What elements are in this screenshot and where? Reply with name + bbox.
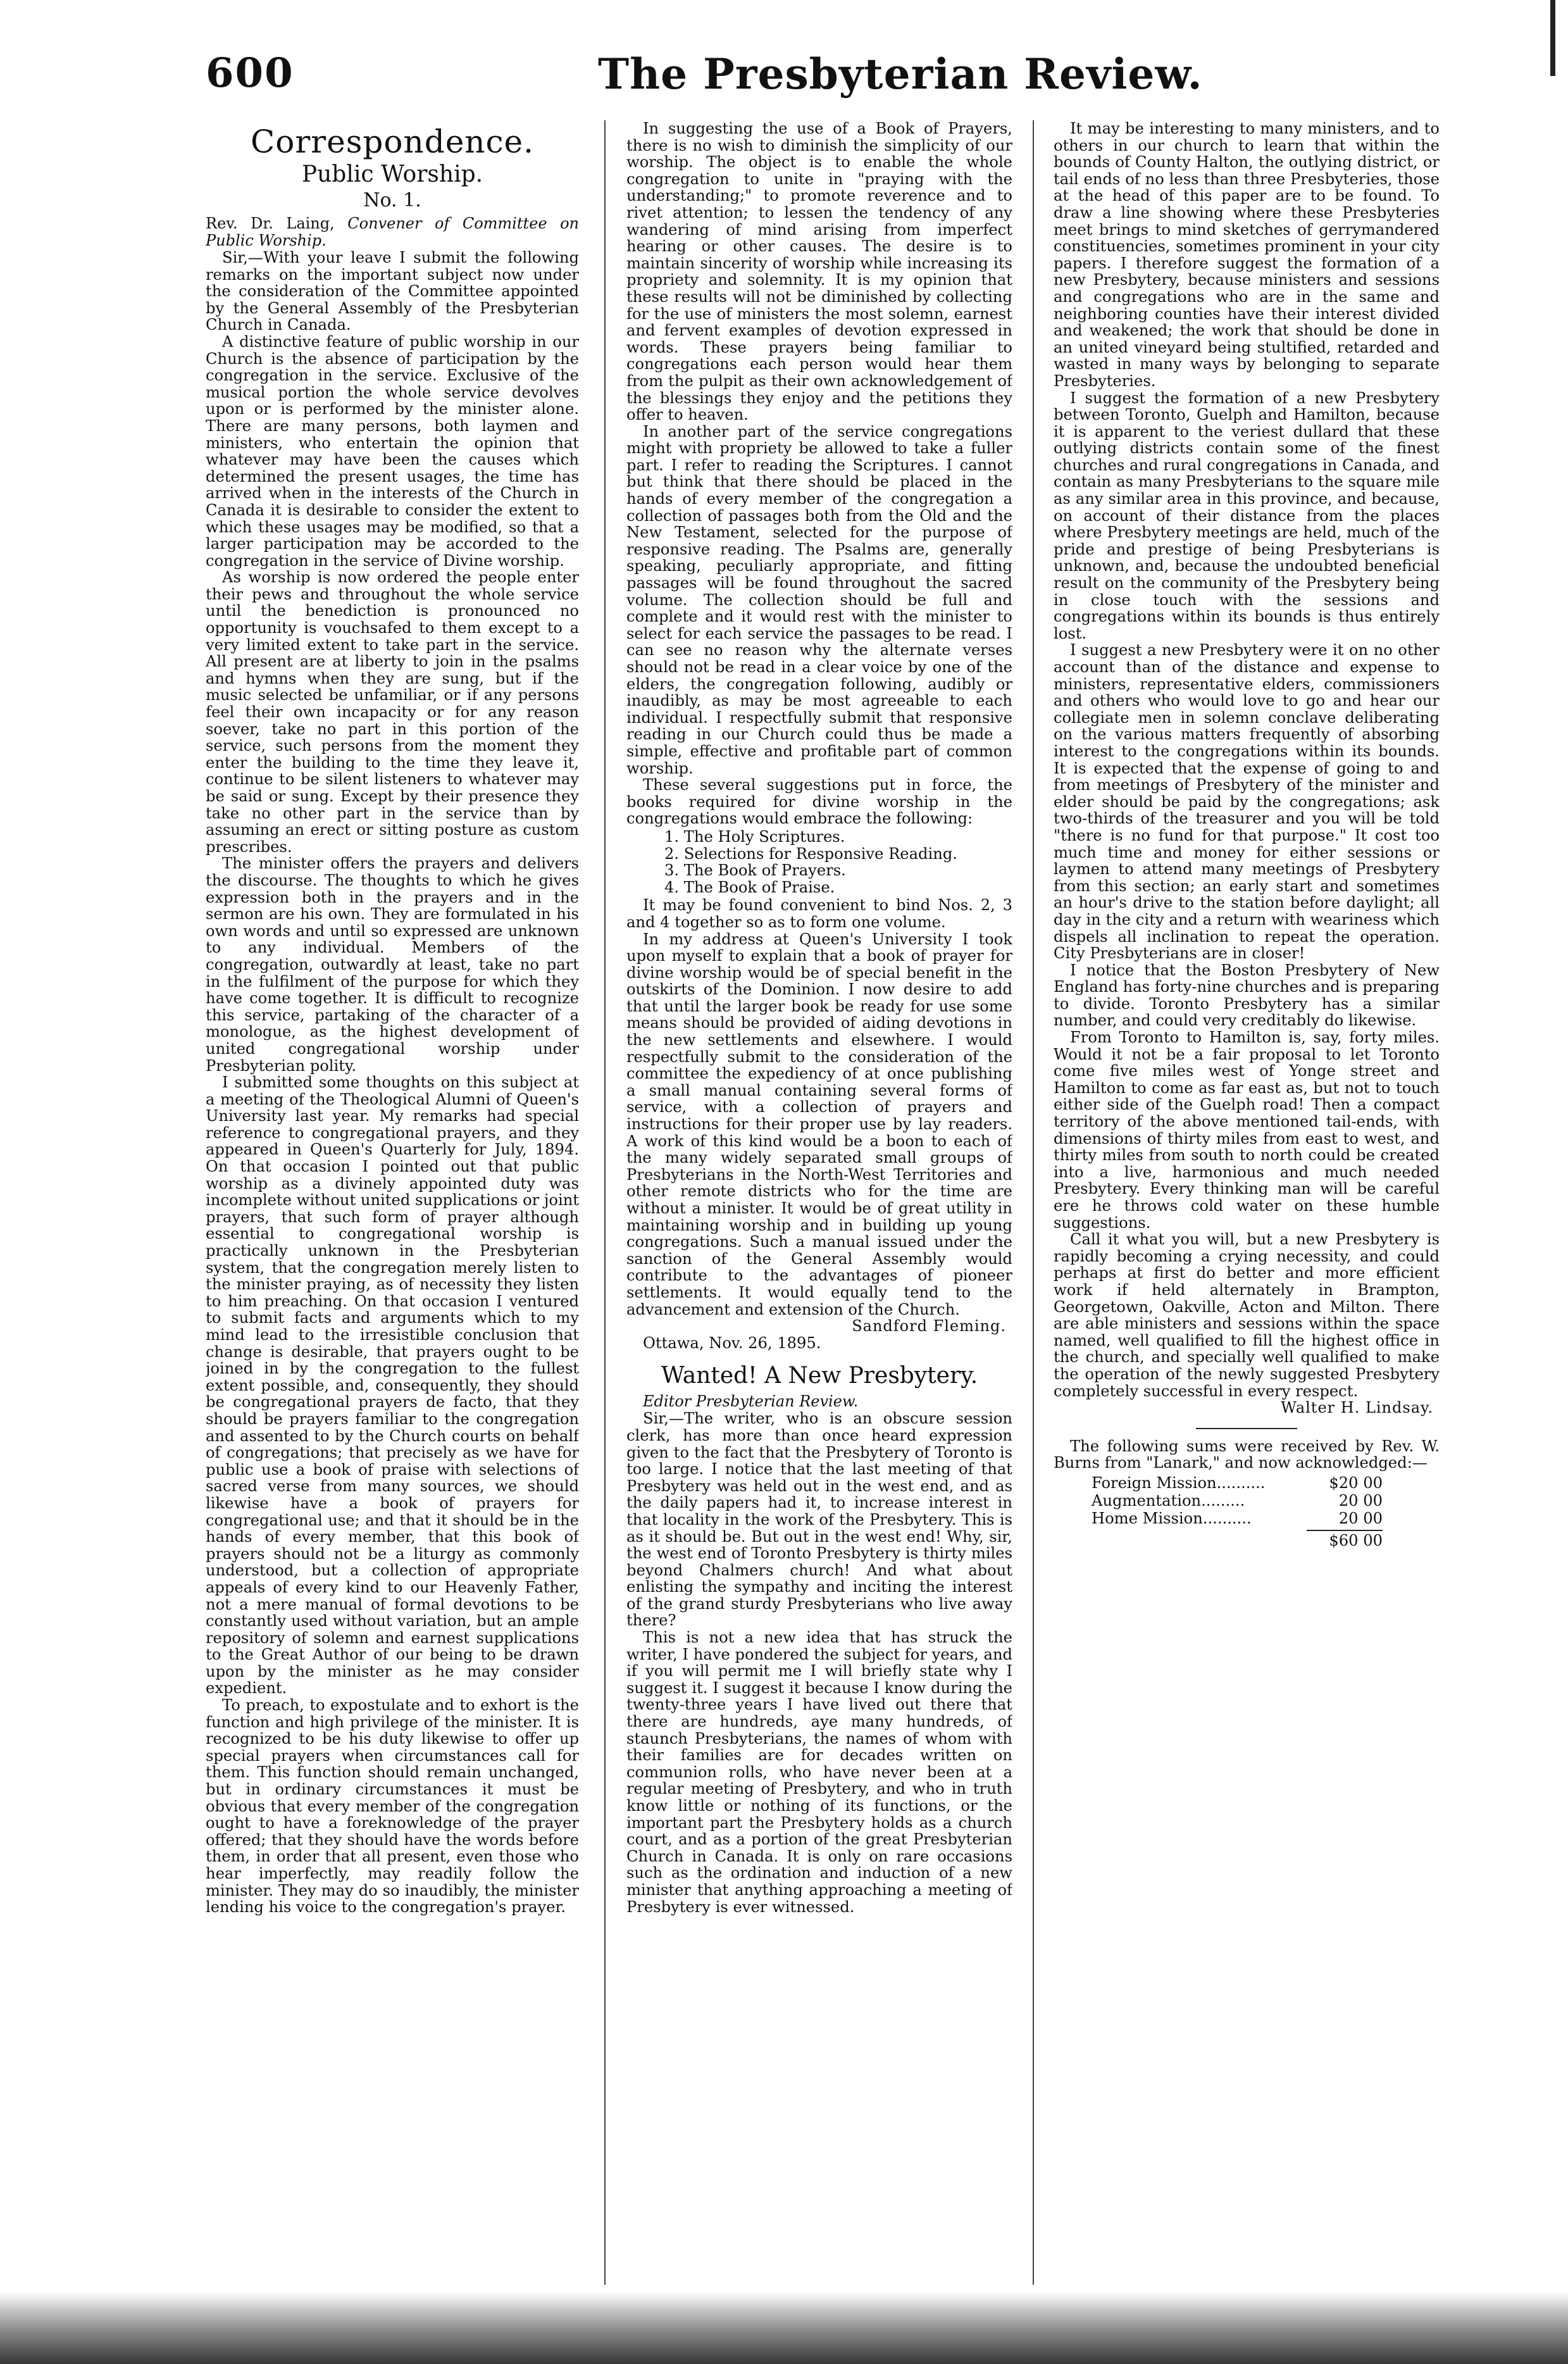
receipt-total: $60 00 <box>1307 1530 1383 1550</box>
paragraph: This is not a new idea that has struck the writer, I have pondered the subject for years, and if you will permit me I will briefly state why I suggest it. I suggest it because I know during the twenty-three years I have lived out there that there are hundreds, aye many hundreds, of staunch Presbyterians, the names of whom with their families are for decades written on communion rolls, who have never been at a regular meeting of Presbytery, and who in truth know little or nothing of its functions, or the important part the Presbytery holds as a church court, and as a portion of the great Presbyterian Church in Canada. It is only on rare occasions such as the ordination and induction of a new minister that anything approaching a meeting of Presbytery is ever witnessed. <box>626 1629 1012 1916</box>
signature: Sandford Fleming. <box>852 1317 1006 1335</box>
paragraph: From Toronto to Hamilton is, say, forty miles. Would it not be a fair proposal to let Toronto come five miles west of Yonge street and Hamilton to come as far east as, but not to touch either side of the Guelph road! Then a compact territory of the above mentioned tail-ends, with dimensions of thirty miles from east to west, and thirty miles from south to north could be created into a live, harmonious and much needed Presbytery. Every thinking man will be careful ere he throws cold water on these humble suggestions. <box>1054 1029 1440 1232</box>
paragraph: In suggesting the use of a Book of Prayers, there is no wish to diminish the simplicity of our worship. The object is to enable the whole congregation to unite in "praying with the understanding;" to promote reverence and to rivet attention; to lessen the tendency of any wandering of mind arising from imperfect hearing or other causes. The desire is to maintain sincerity of worship while increasing its propriety and solemnity. It is my opinion that these results will not be diminished by collecting for the use of ministers the most solemn, earnest and fervent examples of devotion expressed in words. These prayers being familiar to congregations each person would hear them from the pulpit as their own acknowledgement of the blessings they enjoy and the petitions they offer to heaven. <box>626 120 1012 424</box>
column-3 <box>1054 120 1440 2285</box>
column-1 <box>206 120 579 2285</box>
address-line <box>206 215 579 249</box>
receipt-label: Foreign Mission.......... <box>1092 1473 1266 1492</box>
paragraph: Sir,—With your leave I submit the following remarks on the important subject now under the consideration of the Committee appointed by the General Assembly of the Presbyterian Church in Canada. <box>206 249 579 334</box>
column-rule-right <box>1033 120 1034 2285</box>
paragraph: A distinctive feature of public worship in our Church is the absence of participation by the congregation in the service. Exclusive of the musical portion the whole service devolves upon or is performed by the minister alone. There are many persons, both laymen and ministers, who entertain the opinion that whatever may have been the causes which determined the present usages, the time has arrived when in the interests of the Church in Canada it is desirable to consider the extent to which these usages may be modified, so that a larger participation may be accorded to the congregation in the service of Divine worship. <box>206 332 579 570</box>
journal-title: The Presbyterian Review. <box>598 49 1203 99</box>
article-title: Public Worship. <box>301 161 483 187</box>
dateline: Ottawa, Nov. 26, 1895. <box>643 1334 821 1352</box>
paragraph: In another part of the service congregations might with propriety be allowed to take a fuller part. I refer to reading the Scriptures. I cannot but think that there should be placed in the hands of every member of the congregation a collection of passages both from the Old and the New Testament, selected for the purpose of responsive reading. The Psalms are, generally speaking, peculiarly appropriate, and fitting passages will be found throughout the sacred volume. The collection should be full and complete and it would rest with the minister to select for each service the passages to be read. I can see no reason why the alternate verses should not be read in a clear voice by one of the elders, the congregation following, audibly or inaudibly, as may be most agreeable to each individual. I respectfully submit that responsive reading in our Church could thus be made a simple, effective and profitable part of common worship. <box>626 422 1012 777</box>
paragraph: These several suggestions put in force, the books required for divine worship in the congregations would embrace the following: <box>626 776 1012 828</box>
paragraph: As worship is now ordered the people enter their pews and throughout the whole service until the benediction is pronounced no opportunity is vouchsafed to them except to a very limited extent to take part in the service. All present are at liberty to join in the psalms and hymns when they are sung, but if the music selected be unfamiliar, or if any persons feel their own incapacity or for any reason soever, take no part in this portion of the service, such persons from the moment they enter the building to the time they leave it, continue to be silent listeners to whatever may be said or sung. Except by their presence they take no other part in the service than by assuming an erect or sitting posture as custom prescribes. <box>206 568 579 856</box>
receipts-table <box>1054 1474 1440 1550</box>
paragraph: Call it what you will, but a new Presbytery is rapidly becoming a crying necessity, and could perhaps at first do better and more efficient work if held alternately in Brampton, Georgetown, Oakville, Acton and Milton. There are able ministers and sessions within the space named, well qualified to fill the highest office in the church, and specially well qualified to make the operation of the newly suggested Presbytery completely successful in every respect. <box>1054 1230 1440 1400</box>
list-item: 1. The Holy Scriptures. <box>664 827 845 846</box>
list-item: 3. The Book of Prayers. <box>664 861 846 880</box>
list-item: 4. The Book of Praise. <box>664 878 835 896</box>
section-title: Correspondence. <box>250 123 534 160</box>
page-header <box>206 49 1345 119</box>
scan-bottom-smudge <box>0 2291 1568 2364</box>
list-item: 2. Selections for Responsive Reading. <box>664 844 957 863</box>
table-row <box>1054 1510 1440 1527</box>
column-rule-left <box>604 120 606 2285</box>
paragraph: Sir,—The writer, who is an obscure session clerk, has more than once heard expression given to the fact that the Presbytery of Toronto is too large. I notice that the last meeting of that Presbytery was held out in the west end, and as the daily papers had it, to increase interest in that locality in the work of the Presbytery. This is as it should be. But out in the west end! Why, sir, the west end of Toronto Presbytery is thirty miles beyond Chalmers church! And what about enlisting the sympathy and inciting the interest of the grand sturdy Presbyterians who live away there? <box>626 1410 1012 1630</box>
paragraph: I suggest a new Presbytery were it on no other account than of the distance and expense to ministers, representative elders, commissioners and others who would love to go and hear our collegiate men in solemn conclave deliberating on the various matters frequently of absorbing interest to the congregations within its bounds. It is expected that the expense of going to and from meetings of Presbytery of the minister and elder should be paid by the congregations; ask two-thirds of the treasurer and you will be told "there is no fund for that purpose." It cost too much time and money for either sessions or laymen to attend many meetings of Presbytery from this section; an early start and sometimes an hour's drive to the station before daylight; all day in the city and a return with weariness which dispels all inclination to repeat the operation. City Presbyterians are in closer! <box>1054 641 1440 963</box>
divider <box>1196 1428 1297 1429</box>
table-row <box>1054 1492 1440 1510</box>
receipt-label: Home Mission.......... <box>1092 1509 1252 1527</box>
receipt-amount: $20 00 <box>1329 1473 1383 1492</box>
receipt-amount: 20 00 <box>1338 1509 1383 1527</box>
paragraph: It may be interesting to many ministers, and to others in our church to learn that within the bounds of County Halton, the outlying district, or tail ends of no less than three Presbyteries, those at the head of this paper are to be found. To draw a line showing where these Presbyteries meet brings to mind sketches of gerrymandered constituencies, sometimes prominent in your city papers. I therefore suggest the formation of a new Presbytery, because ministers and sessions and congregations who are in the same and neighboring counties have their interest divided and weakened; the work that should be done in an united vineyard being stultified, retarded and wasted in many ways by belonging to separate Presbyteries. <box>1054 120 1440 390</box>
paragraph: In my address at Queen's University I took upon myself to explain that a book of prayer for divine worship would be of special benefit in the outskirts of the Dominion. I now desire to add that until the larger book be ready for use some means should be provided of aiding devotions in the new settlements and elsewhere. I would respectfully submit to the consideration of the committee the expediency of at once publishing a small manual containing several forms of service, with a collection of prayers and instructions for their proper use by lay readers. A work of this kind would be a boon to each of the many widely separated small groups of Presbyterians in the North-West Territories and other remote districts who for the time are without a minister. It would be of great utility in maintaining worship and in building up young congregations. Such a manual issued under the sanction of the General Assembly would contribute to the advantages of pioneer settlements. It would equally tend to the advancement and extension of the Church. <box>626 930 1012 1318</box>
paragraph: It may be found convenient to bind Nos. 2, 3 and 4 together so as to form one volume. <box>626 896 1012 931</box>
address-role: Convener of Committee on Public Worship. <box>206 215 579 249</box>
scan-edge-mark <box>1550 0 1555 76</box>
receipt-amount: 20 00 <box>1338 1491 1383 1510</box>
article-title: Wanted! A New Presbytery. <box>661 1363 978 1389</box>
receipts-intro: The following sums were received by Rev. W. Burns from "Lanark," and now acknowledged:— <box>1054 1437 1440 1472</box>
paragraph: The minister offers the prayers and delivers the discourse. The thoughts to which he gives expression both in the prayers and in the sermon are his own. They are formulated in his own words and until so expressed are unknown to any individual. Members of the congregation, outwardly at least, take no part in the fulfilment of the purpose for which they have come together. It is difficult to recognize this service, partaking of the character of a monologue, as the highest development of united congregational worship under Presbyterian polity. <box>206 854 579 1075</box>
receipt-label: Augmentation......... <box>1092 1491 1245 1510</box>
article-number: No. 1. <box>363 189 421 211</box>
paragraph: I submitted some thoughts on this subject at a meeting of the Theological Alumni of Queen's University last year. My remarks had special reference to congregational prayers, and they appeared in Queen's Quarterly for July, 1894. On that occasion I pointed out that public worship as a divinely appointed duty was incomplete without united supplications or joint prayers, that such form of prayer although essential to congregational worship is practically unknown in the Presbyterian system, that the congregation merely listen to the minister praying, as of necessity they listen to him preaching. On that occasion I ventured to submit facts and arguments which to my mind lead to the irresistible conclusion that change is desirable, that prayers ought to be joined in by the congregation to the fullest extent possible, and, consequently, they should be congregational prayers de facto, that they should be prayers familiar to the congregation and assented to by the Church courts on behalf of congregations; that precisely as we have for public use a book of praise with selections of sacred verse from many sources, we should likewise have a book of prayers for congregational use; and that it should be in the hands of every member, that this book of prayers should not be a liturgy as commonly understood, but a collection of appropriate appeals of every kind to our Heavenly Father, not a mere manual of formal devotions to be constantly used without variation, but an ample repository of solemn and earnest supplications to the Great Author of our being to be drawn upon by the minister as he may consider expedient. <box>206 1073 579 1698</box>
signature: Walter H. Lindsay. <box>1281 1399 1433 1417</box>
paragraph: I notice that the Boston Presbytery of New England has forty-nine churches and is preparing to divide. Toronto Presbytery has a similar number, and could very creditably do likewise. <box>1054 961 1440 1030</box>
editor-line: Editor Presbyterian Review. <box>643 1392 859 1411</box>
paragraph: To preach, to expostulate and to exhort is the function and high privilege of the minister. It is recognized to be his duty likewise to offer up special prayers when circumstances call for them. This function should remain unchanged, but in ordinary circumstances it must be obvious that every member of the congregation ought to have a foreknowledge of the prayer offered; that they should have the words before them, in order that all present, even those who hear imperfectly, may readily follow the minister. They may do so inaudibly, the minister lending his voice to the congregation's prayer. <box>206 1696 579 1917</box>
address-prefix: Rev. Dr. Laing, <box>206 215 335 232</box>
page-number: 600 <box>206 49 294 97</box>
table-row <box>1054 1474 1440 1492</box>
books-list <box>626 829 1012 896</box>
paragraph: I suggest the formation of a new Presbytery between Toronto, Guelph and Hamilton, because it is apparent to the veriest dullard that these outlying districts contain some of the finest churches and rural congregations in Canada, and contain as many Presbyterians to the square mile as any similar area in this province, and because, on account of their distance from the places where Presbytery meetings are held, much of the pride and prestige of being Presbyterians is unknown, and, because the undoubted beneficial result on the community of the Presbytery being in close touch with the sessions and congregations within its bounds is thus entirely lost. <box>1054 389 1440 642</box>
column-2 <box>626 120 1012 2285</box>
